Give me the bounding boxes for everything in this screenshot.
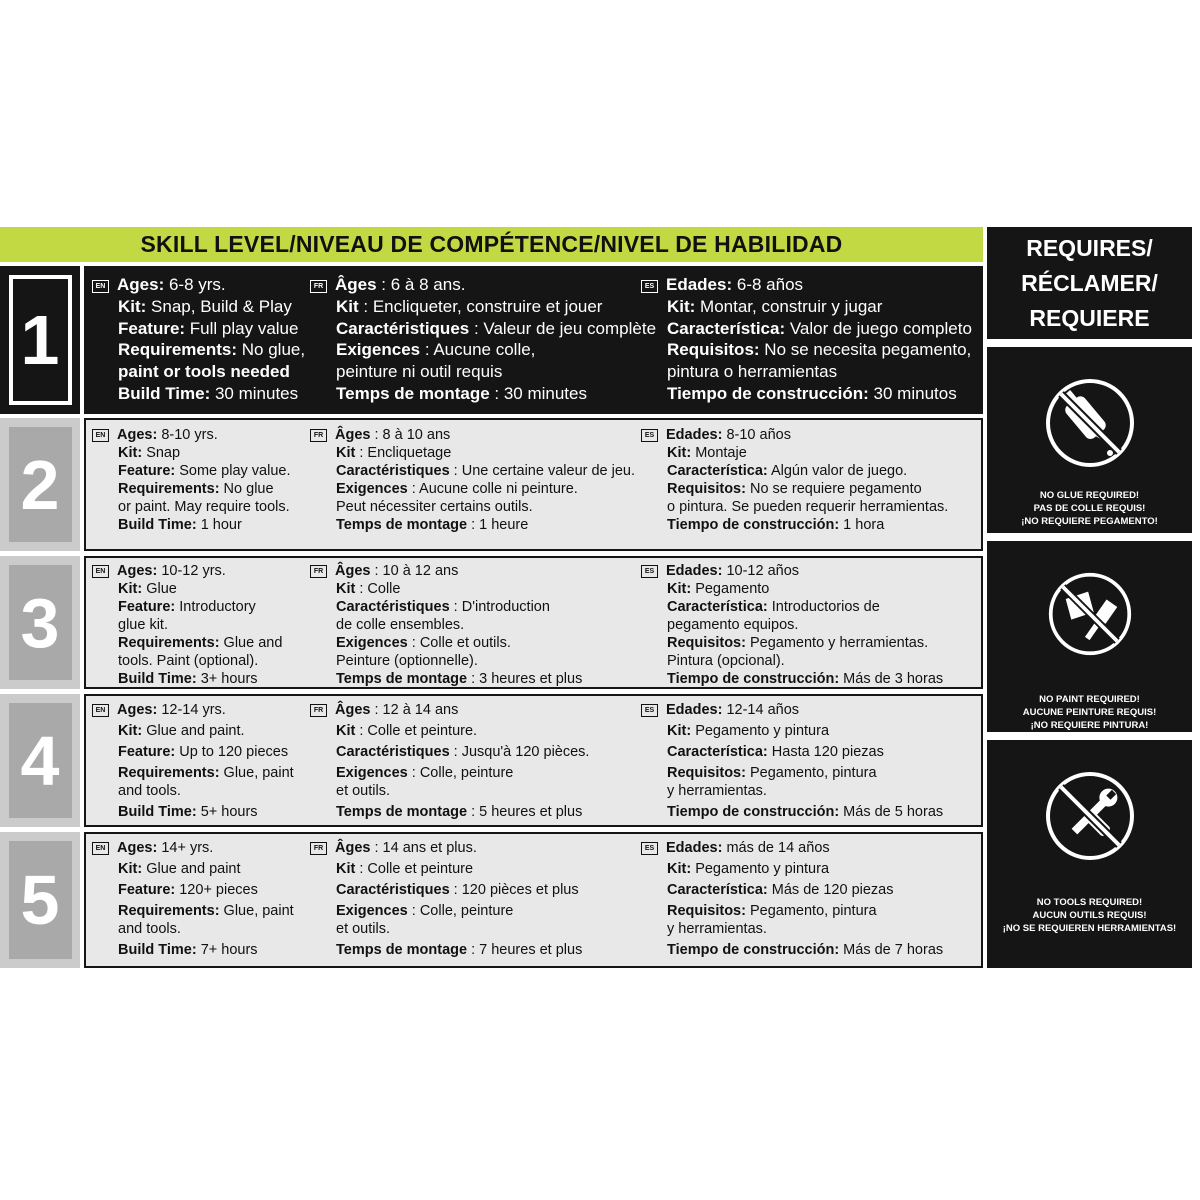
no-tools-icon xyxy=(1044,770,1136,862)
french-column: FR Âges : 6 à 8 ans. Kit : Encliqueter, construire et jouer Caractéristiques : Valeur de jeu complète Exigences : Aucune colle, peinture ni outil requis Temps de montage : 30 minutes xyxy=(310,274,656,405)
level-description xyxy=(84,266,983,414)
english-flag-icon: EN xyxy=(92,704,109,717)
level-number: 2 xyxy=(9,427,72,542)
level-number: 4 xyxy=(9,703,72,818)
spanish-flag-icon: ES xyxy=(641,704,658,717)
spanish-column: ES Edades: 8-10 años Kit: Montaje Característica: Algún valor de juego. Requisitos: No se requiere pegamento o pintura. Se pueden requerir herramientas. Tiempo de construcción: 1 hora xyxy=(641,426,948,534)
level-number-box xyxy=(0,556,80,689)
level-description xyxy=(84,694,983,827)
no-glue-panel xyxy=(987,347,1192,533)
level-number-box xyxy=(0,832,80,968)
no-tools-text: NO TOOLS REQUIRED! AUCUN OUTILS REQUIS! ¡NO SE REQUIEREN HERRAMIENTAS! xyxy=(1002,897,1177,934)
skill-level-row-4 xyxy=(0,694,983,827)
skill-level-row-1 xyxy=(0,266,983,414)
spanish-flag-icon: ES xyxy=(641,280,658,293)
french-column: FR Âges : 10 à 12 ans Kit : Colle Caractéristiques : D'introduction de colle ensembles. Exigences : Colle et outils. Peinture (optionnelle). Temps de montage : 3 heures et plus xyxy=(310,562,582,688)
skill-level-row-2 xyxy=(0,418,983,551)
english-flag-icon: EN xyxy=(92,842,109,855)
skill-level-row-3 xyxy=(0,556,983,689)
no-glue-text: NO GLUE REQUIRED! PAS DE COLLE REQUIS! ¡NO REQUIERE PEGAMENTO! xyxy=(1021,490,1158,527)
level-description xyxy=(84,556,983,689)
requires-line-3: REQUIERE xyxy=(1029,304,1150,331)
french-flag-icon: FR xyxy=(310,565,327,578)
spanish-column: ES Edades: 6-8 años Kit: Montar, construir y jugar Característica: Valor de juego completo Requisitos: No se necesita pegamento, pintura o herramientas Tiempo de construcción: 30 minutos xyxy=(641,274,972,405)
spanish-flag-icon: ES xyxy=(641,842,658,855)
level-number-box xyxy=(0,418,80,551)
french-flag-icon: FR xyxy=(310,280,327,293)
english-column: EN Ages: 10-12 yrs. Kit: Glue Feature: Introductory glue kit. Requirements: Glue and tools. Paint (optional). Build Time: 3+ hours xyxy=(92,562,282,688)
level-description xyxy=(84,418,983,551)
no-paint-text: NO PAINT REQUIRED! AUCUNE PEINTURE REQUIS! ¡NO REQUIERE PINTURA! xyxy=(1022,694,1157,731)
skill-level-header xyxy=(0,227,983,262)
level-description xyxy=(84,832,983,968)
spanish-column: ES Edades: 12-14 años Kit: Pegamento y pintura Característica: Hasta 120 piezas Requisitos: Pegamento, pintura y herramientas. Tiempo de construcción: Más de 5 horas xyxy=(641,701,943,821)
requires-line-1: REQUIRES/ xyxy=(1026,234,1153,261)
level-number: 5 xyxy=(9,841,72,959)
english-flag-icon: EN xyxy=(92,280,109,293)
english-flag-icon: EN xyxy=(92,429,109,442)
skill-level-row-5 xyxy=(0,832,983,968)
no-tools-panel xyxy=(987,740,1192,968)
level-number: 1 xyxy=(9,275,72,405)
spanish-flag-icon: ES xyxy=(641,565,658,578)
spanish-column: ES Edades: más de 14 años Kit: Pegamento y pintura Característica: Más de 120 piezas Requisitos: Pegamento, pintura y herramientas. Tiempo de construcción: Más de 7 horas xyxy=(641,839,943,959)
spanish-flag-icon: ES xyxy=(641,429,658,442)
english-column: EN Ages: 8-10 yrs. Kit: Snap Feature: Some play value. Requirements: No glue or paint. May require tools. Build Time: 1 hour xyxy=(92,426,290,534)
skill-level-title: SKILL LEVEL/NIVEAU DE COMPÉTENCE/NIVEL DE HABILIDAD xyxy=(140,231,843,257)
level-number: 3 xyxy=(9,565,72,680)
no-glue-icon xyxy=(1044,377,1136,469)
french-flag-icon: FR xyxy=(310,429,327,442)
no-paint-panel xyxy=(987,541,1192,732)
level-number-box xyxy=(0,694,80,827)
french-column: FR Âges : 8 à 10 ans Kit : Encliquetage Caractéristiques : Une certaine valeur de jeu. Exigences : Aucune colle ni peinture. Peut nécessiter certains outils. Temps de montage : 1 heure xyxy=(310,426,635,534)
requires-line-2: RÉCLAMER/ xyxy=(1021,269,1158,296)
french-flag-icon: FR xyxy=(310,842,327,855)
french-column: FR Âges : 14 ans et plus. Kit : Colle et peinture Caractéristiques : 120 pièces et plus Exigences : Colle, peinture et outils. Temps de montage : 7 heures et plus xyxy=(310,839,582,959)
english-column: EN Ages: 6-8 yrs. Kit: Snap, Build & Play Feature: Full play value Requirements: No glue, paint or tools needed Build Time: 30 minutes xyxy=(92,274,305,405)
english-column: EN Ages: 14+ yrs. Kit: Glue and paint Feature: 120+ pieces Requirements: Glue, paint and tools. Build Time: 7+ hours xyxy=(92,839,294,959)
level-number-box xyxy=(0,266,80,414)
no-paint-icon xyxy=(1044,571,1136,657)
requires-header xyxy=(987,227,1192,339)
english-column: EN Ages: 12-14 yrs. Kit: Glue and paint. Feature: Up to 120 pieces Requirements: Glue, paint and tools. Build Time: 5+ hours xyxy=(92,701,294,821)
spanish-column: ES Edades: 10-12 años Kit: Pegamento Característica: Introductorios de pegamento equipos. Requisitos: Pegamento y herramientas. Pintura (opcional). Tiempo de construcción: Más de 3 horas xyxy=(641,562,943,688)
french-flag-icon: FR xyxy=(310,704,327,717)
french-column: FR Âges : 12 à 14 ans Kit : Colle et peinture. Caractéristiques : Jusqu'à 120 pièces. Exigences : Colle, peinture et outils. Temps de montage : 5 heures et plus xyxy=(310,701,589,821)
english-flag-icon: EN xyxy=(92,565,109,578)
